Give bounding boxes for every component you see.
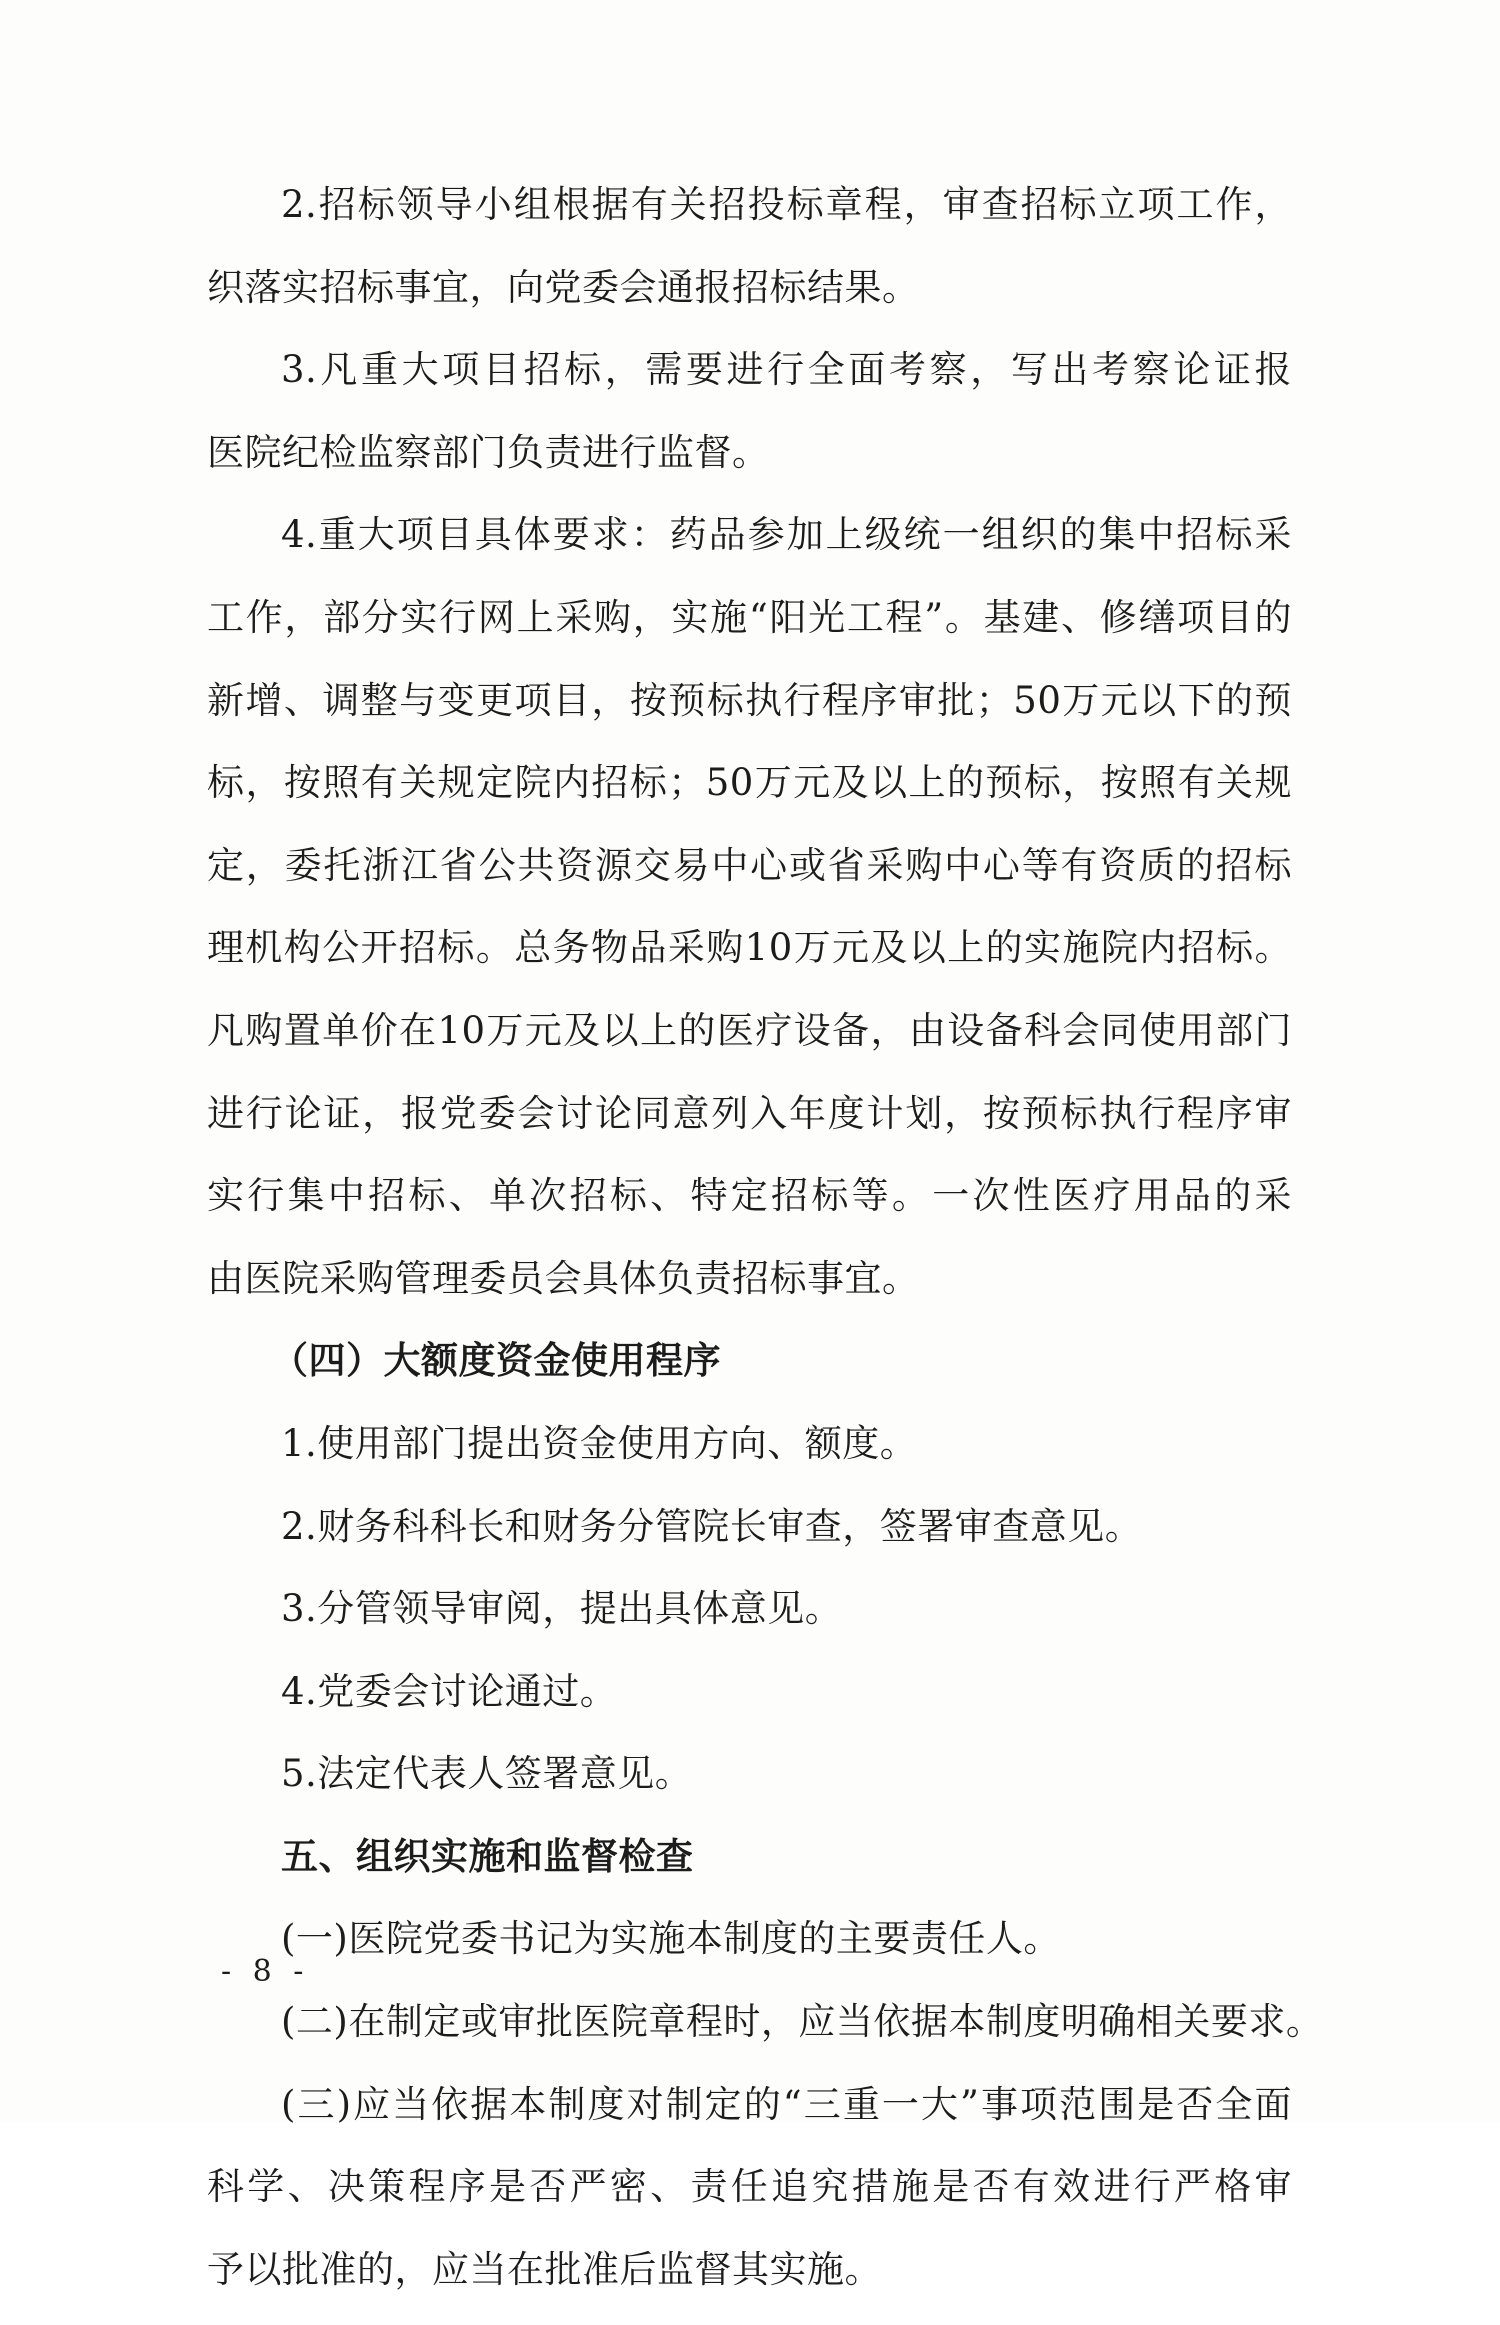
paragraph-line: 实行集中招标、单次招标、特定招标等。一次性医疗用品的采 — [207, 1174, 1292, 1218]
paragraph-line: 理机构公开招标。总务物品采购10万元及以上的实施院内招标。 — [207, 926, 1292, 970]
paragraph-line: 定，委托浙江省公共资源交易中心或省采购中心等有资质的招标 — [207, 843, 1292, 887]
paragraph-line: 科学、决策程序是否严密、责任追究措施是否有效进行严格审 — [207, 2165, 1292, 2209]
paragraph-line: 医院纪检监察部门负责进行监督。 — [207, 430, 770, 474]
paragraph-line: 2.招标领导小组根据有关招投标章程，审查招标立项工作， — [281, 183, 1292, 226]
list-item: 4.党委会讨论通过。 — [281, 1669, 618, 1713]
paragraph-line: 工作，部分实行网上采购，实施“阳光工程”。基建、修缮项目的 — [207, 595, 1292, 639]
list-item: 5.法定代表人签署意见。 — [281, 1752, 693, 1796]
paragraph-line: 凡购置单价在10万元及以上的医疗设备，由设备科会同使用部门 — [207, 1008, 1292, 1052]
page-number: - 8 - — [221, 1954, 310, 1989]
paragraph-line: 予以批准的，应当在批准后监督其实施。 — [207, 2247, 882, 2291]
paragraph-line: 4.重大项目具体要求：药品参加上级统一组织的集中招标采 — [281, 513, 1292, 557]
paragraph-line: 织落实招标事宜，向党委会通报招标结果。 — [207, 265, 920, 309]
list-item: (三)应当依据本制度对制定的“三重一大”事项范围是否全面 — [281, 2082, 1292, 2126]
list-item: (二)在制定或审批医院章程时，应当依据本制度明确相关要求。 — [281, 2000, 1324, 2044]
list-item: 3.分管领导审阅，提出具体意见。 — [281, 1587, 843, 1631]
paragraph-line: 由医院采购管理委员会具体负责招标事宜。 — [207, 1256, 920, 1300]
paragraph-line: 进行论证，报党委会讨论同意列入年度计划，按预标执行程序审 — [207, 1091, 1292, 1135]
section-heading: （四）大额度资金使用程序 — [271, 1339, 721, 1383]
chapter-heading: 五、组织实施和监督检查 — [281, 1834, 694, 1878]
paragraph-line: 3.凡重大项目招标，需要进行全面考察，写出考察论证报 — [281, 348, 1292, 392]
document-body — [207, 178, 1324, 2325]
paragraph-line: 标，按照有关规定院内招标；50万元及以上的预标，按照有关规 — [207, 761, 1292, 805]
list-item: 2.财务科科长和财务分管院长审查，签署审查意见。 — [281, 1504, 1143, 1548]
list-item: (一)医院党委书记为实施本制度的主要责任人。 — [281, 1917, 1061, 1961]
paragraph-line: 新增、调整与变更项目，按预标执行程序审批；50万元以下的预 — [207, 678, 1292, 722]
list-item: 1.使用部门提出资金使用方向、额度。 — [281, 1421, 918, 1465]
